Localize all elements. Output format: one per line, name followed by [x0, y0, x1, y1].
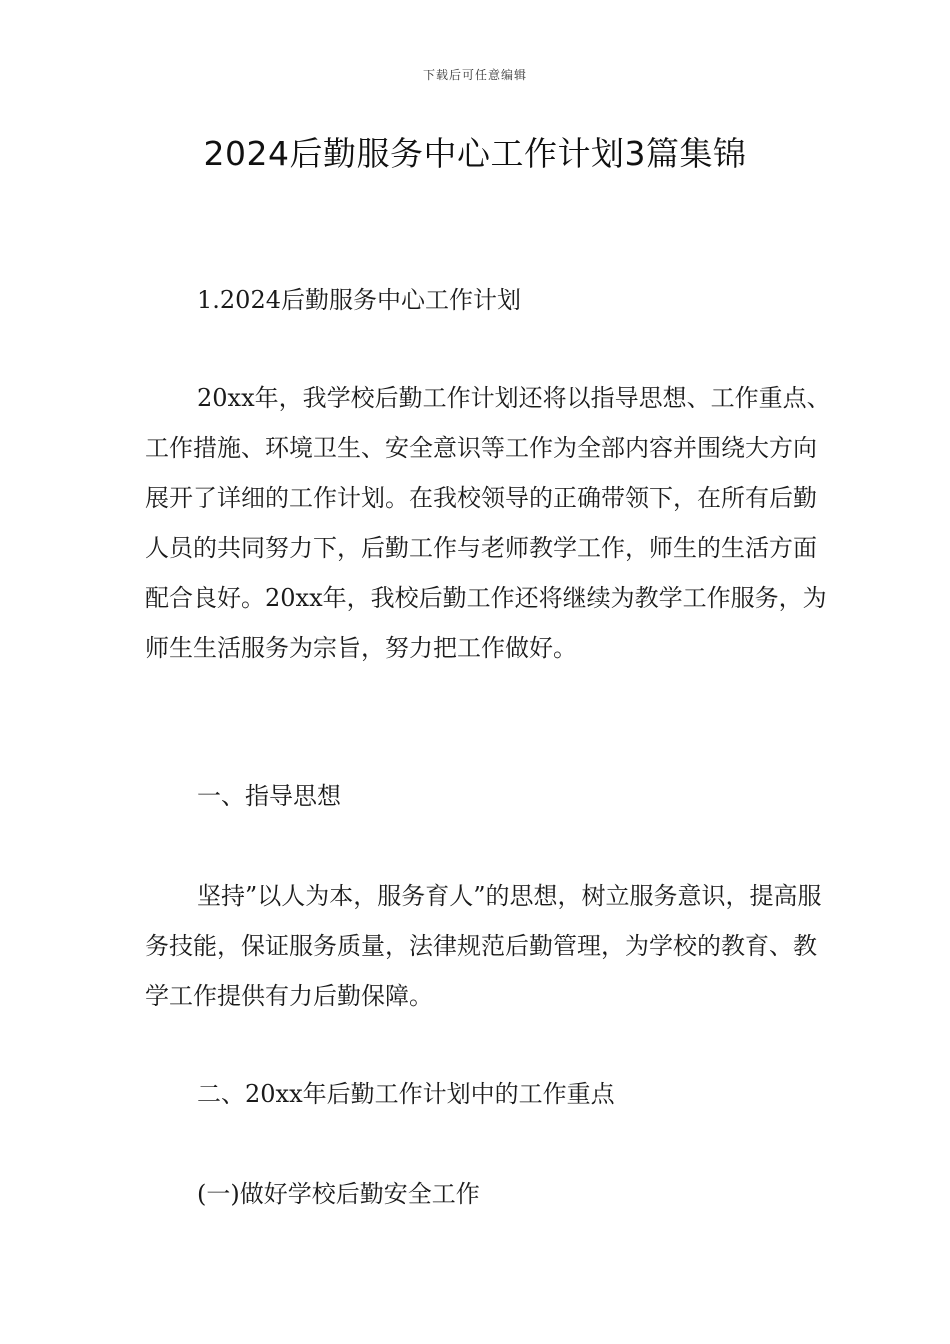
header-note: 下载后可任意编辑: [422, 68, 527, 82]
heading-work-focus: 二、20xx年后勤工作计划中的工作重点: [197, 1080, 615, 1108]
section-title: 1.2024后勤服务中心工作计划: [197, 286, 521, 314]
heading-guiding-thought: 一、指导思想: [197, 782, 341, 810]
subheading-safety: (一)做好学校后勤安全工作: [197, 1180, 480, 1208]
document-title: 2024后勤服务中心工作计划3篇集锦: [203, 134, 747, 173]
intro-paragraph: 20xx年，我学校后勤工作计划还将以指导思想、工作重点、工作措施、环境卫生、安全意识等工作为全部内容并围绕大方向展开了详细的工作计划。在我校领导的正确带领下，在所有后勤人员的共同努力下，后勤工作与老师教学工作，师生的生活方面配合良好。20xx年，我校后勤工作还将继续为教学工作服务，为师生生活服务为宗旨，努力把工作做好。: [145, 384, 831, 662]
guiding-paragraph: 坚持”以人为本，服务育人”的思想，树立服务意识，提高服务技能，保证服务质量，法律规范后勤管理，为学校的教育、教学工作提供有力后勤保障。: [145, 882, 822, 1010]
